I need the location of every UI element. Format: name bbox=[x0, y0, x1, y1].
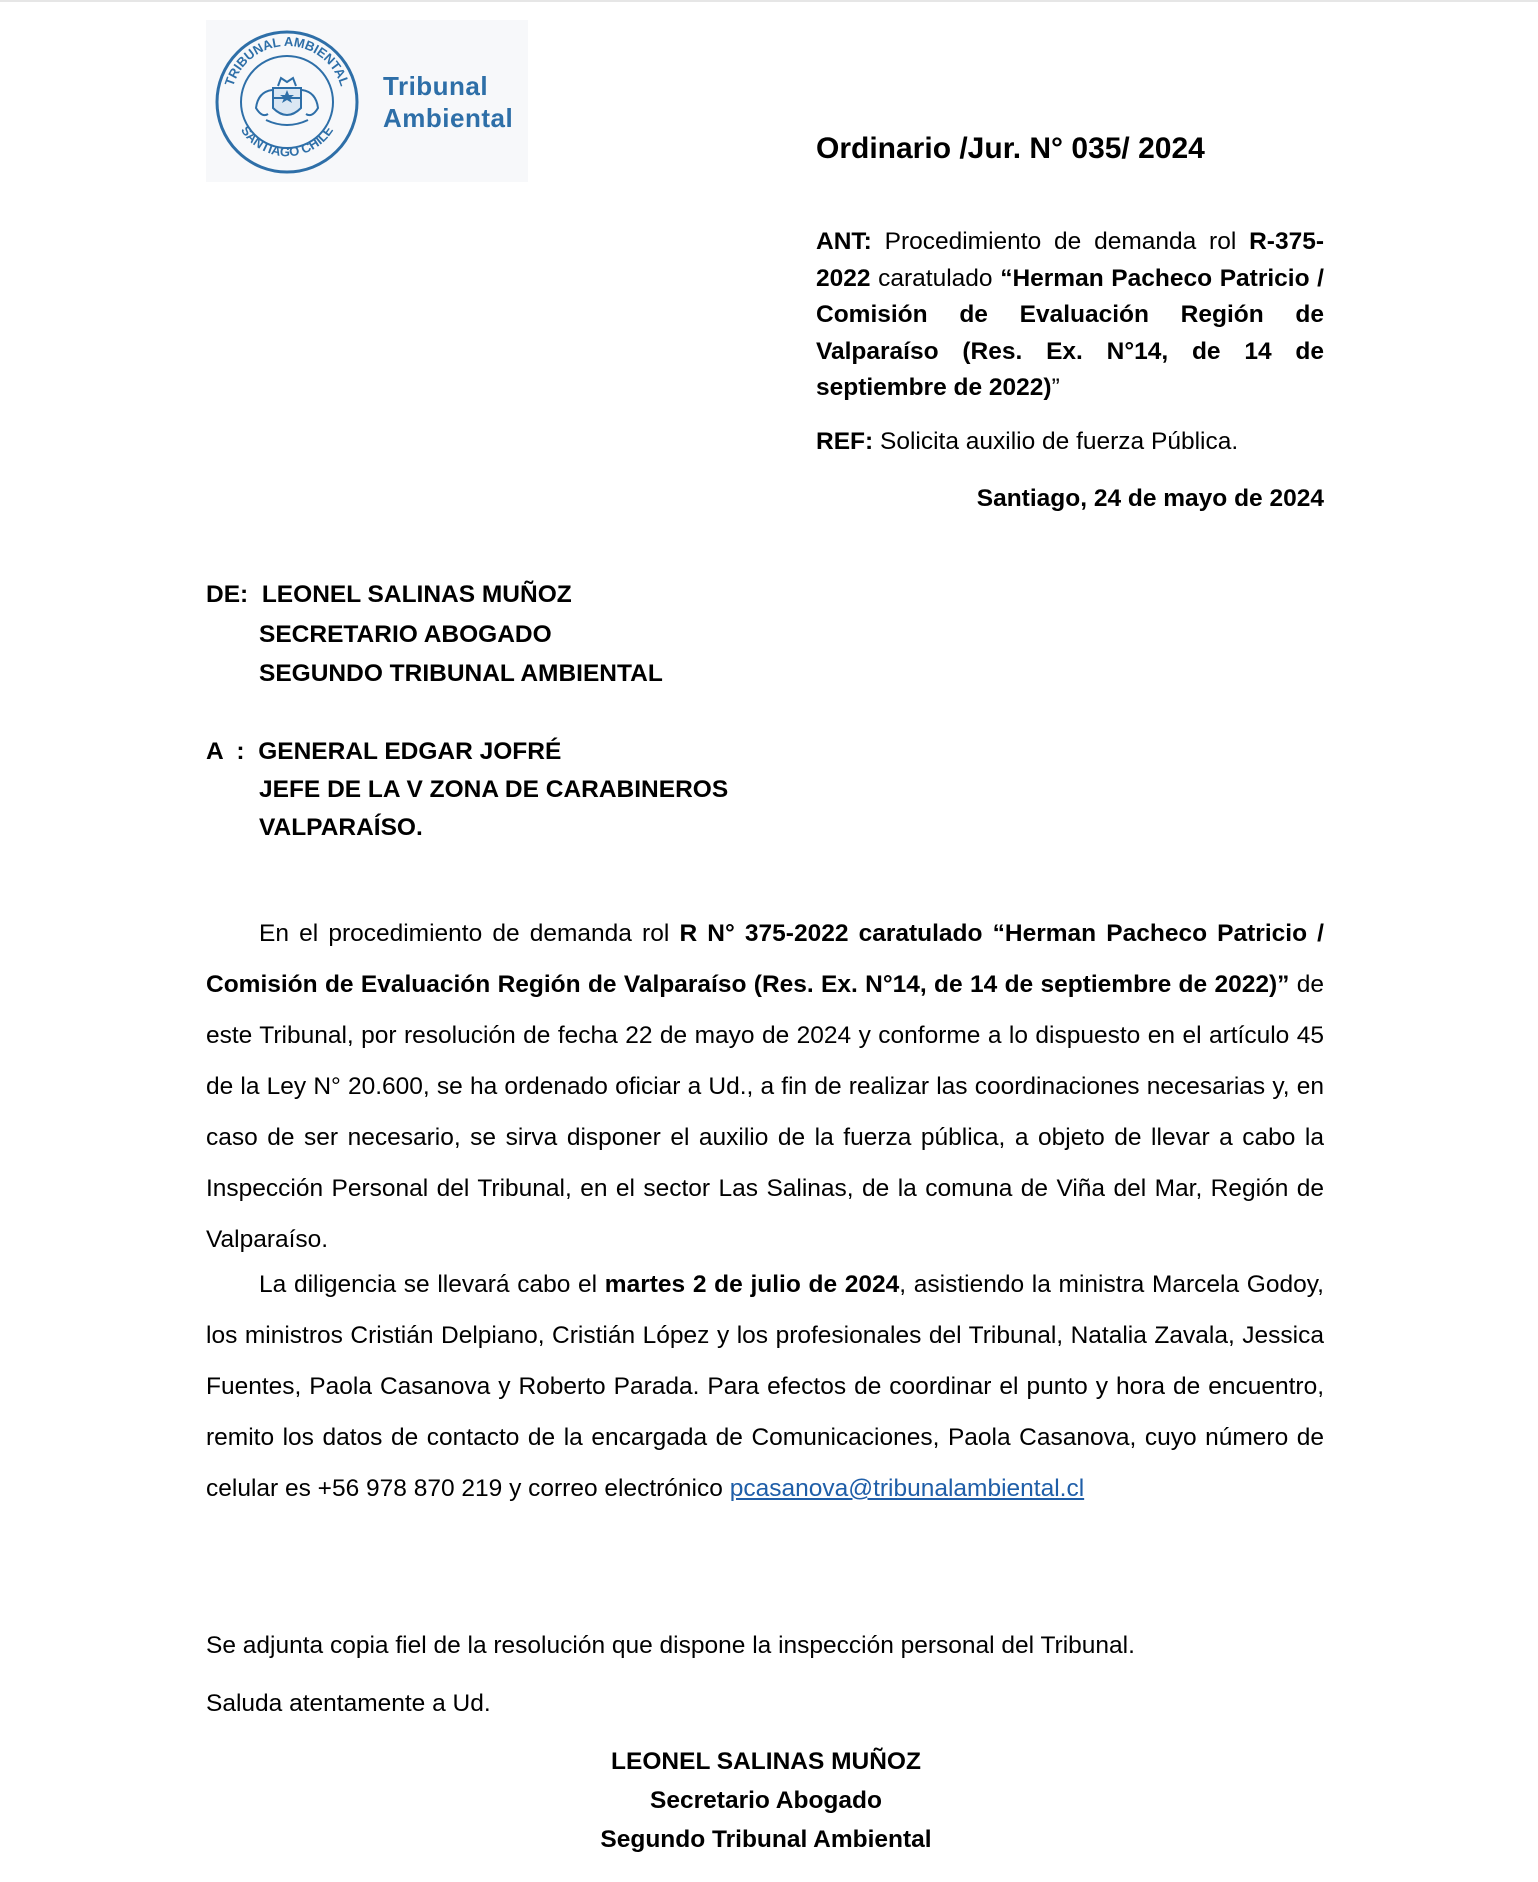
body2-text-1: La diligencia se llevará cabo el bbox=[259, 1271, 605, 1298]
body1-text-2: de este Tribunal, por resolución de fecha 22 de mayo de 2024 y conforme a lo dispuesto en el artículo 45 de la Ley N° 20.600, se ha ordenado oficiar a Ud., a fin de realizar las coordinaciones necesarias y, en caso de ser necesario, se sirva disponer el auxilio de la fuerza pública, a objeto de llevar a cabo la Inspección Personal del Tribunal, en el sector Las Salinas, de la comuna de Viña del Mar, Región de Valparaíso. bbox=[206, 971, 1324, 1253]
contact-email-link[interactable]: pcasanova@tribunalambiental.cl bbox=[729, 1475, 1085, 1502]
closing-greeting: Saluda atentamente a Ud. bbox=[206, 1690, 491, 1717]
body2-date: martes 2 de julio de 2024 bbox=[604, 1271, 900, 1298]
body1-case-title: R N° 375-2022 caratulado “Herman Pacheco Patricio / Comisión de Evaluación Región de Valparaíso (Res. Ex. N°14, de 14 de septiembre de 2022)” bbox=[206, 920, 1324, 998]
document-date: Santiago, 24 de mayo de 2024 bbox=[976, 485, 1324, 512]
body-paragraph-1 bbox=[206, 908, 1324, 1265]
sender-title: SECRETARIO ABOGADO bbox=[259, 620, 552, 648]
ant-block bbox=[816, 224, 1324, 407]
recipient-block bbox=[206, 733, 728, 847]
signature-block bbox=[566, 1742, 966, 1859]
document-number: Ordinario /Jur. N° 035/ 2024 bbox=[816, 132, 1205, 165]
ant-rol: R-375-2022 bbox=[816, 228, 1324, 292]
sender-label: DE: bbox=[206, 581, 249, 608]
body2-text-2: , asistiendo la ministra Marcela Godoy, los ministros Cristián Delpiano, Cristián López y los profesionales del Tribunal, Natalia Zavala, Jessica Fuentes, Paola Casanova y Roberto Parada. Para efectos de coordinar el punto y hora de encuentro, remito los datos de contacto de la encargada de Comunicaciones, Paola Casanova, cuyo número de celular es +56 978 870 219 y correo electrónico bbox=[206, 1271, 1324, 1502]
signature-name: LEONEL SALINAS MUÑOZ bbox=[611, 1748, 921, 1775]
ant-text-2: caratulado bbox=[870, 264, 1001, 292]
body1-text-1: En el procedimiento de demanda rol bbox=[259, 920, 680, 947]
ant-close-quote: ” bbox=[1051, 374, 1060, 401]
sender-name: LEONEL SALINAS MUÑOZ bbox=[261, 581, 572, 608]
recipient-title: JEFE DE LA V ZONA DE CARABINEROS bbox=[259, 776, 729, 803]
ant-text-1: Procedimiento de demanda rol bbox=[871, 228, 1250, 255]
ref-label: REF: bbox=[816, 428, 874, 455]
sender-org: SEGUNDO TRIBUNAL AMBIENTAL bbox=[259, 660, 663, 687]
ant-caratula: “Herman Pacheco Patricio / Comisión de Evaluación Región de Valparaíso (Res. Ex. N°14, de 14 de septiembre de 2022) bbox=[816, 264, 1324, 401]
recipient-label: A : bbox=[206, 738, 245, 765]
signature-org: Segundo Tribunal Ambiental bbox=[600, 1826, 932, 1853]
ref-block bbox=[816, 424, 1324, 460]
page-top-border bbox=[0, 0, 1538, 2]
sender-block bbox=[206, 575, 663, 694]
logo-line-1: Tribunal bbox=[383, 71, 489, 101]
attachment-note: Se adjunta copia fiel de la resolución que dispone la inspección personal del Tribunal. bbox=[206, 1632, 1135, 1659]
recipient-city: VALPARAÍSO. bbox=[259, 814, 423, 841]
recipient-name: GENERAL EDGAR JOFRÉ bbox=[258, 738, 562, 765]
svg-text:SANTIAGO CHILE: SANTIAGO CHILE bbox=[238, 123, 336, 160]
svg-text:TRIBUNAL AMBIENTAL: TRIBUNAL AMBIENTAL bbox=[221, 33, 353, 88]
ant-label: ANT: bbox=[816, 228, 872, 255]
logo-wordmark bbox=[383, 70, 513, 134]
logo-line-2: Ambiental bbox=[383, 103, 514, 133]
ref-text: Solicita auxilio de fuerza Pública. bbox=[873, 428, 1239, 455]
body-paragraph-2 bbox=[206, 1259, 1324, 1514]
signature-title: Secretario Abogado bbox=[650, 1787, 882, 1814]
